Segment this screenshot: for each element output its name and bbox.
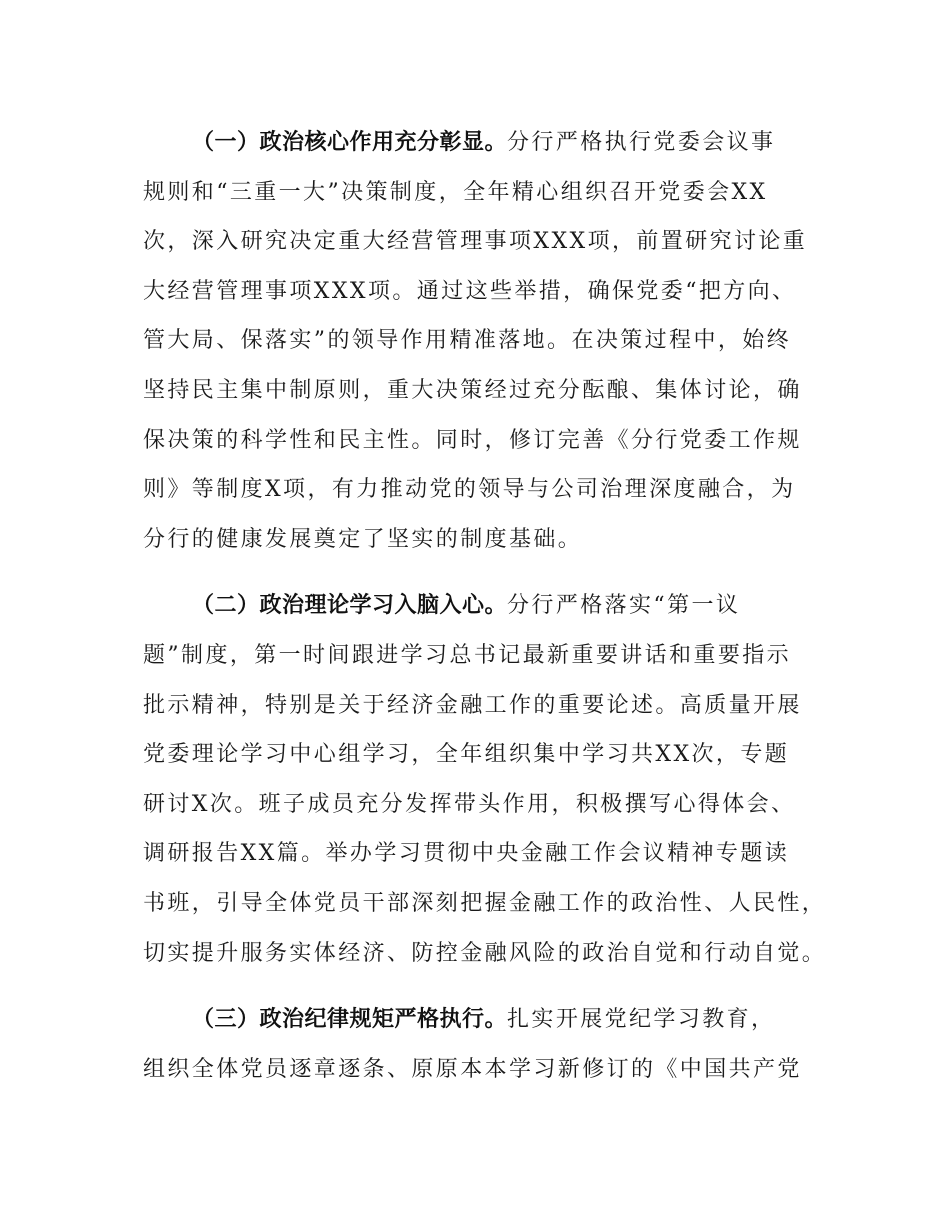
- paragraph-spacer: [143, 564, 823, 581]
- section-2-line-1: [143, 581, 823, 631]
- body-line: 则》等制度X项，有力推动党的领导与公司治理深度融合，为: [143, 477, 796, 503]
- body-line: 大经营管理事项XXX项。通过这些举措，确保党委“把方向、: [143, 278, 797, 304]
- section-1-line-1: [143, 118, 823, 168]
- section-3-heading: （三）政治纪律规矩严格执行。: [192, 1007, 508, 1033]
- section-1-heading: （一）政治核心作用充分彰显。: [192, 130, 508, 155]
- body-line: 书班，引导全体党员干部深刻把握金融工作的政治性、人民性，: [143, 890, 827, 916]
- body-line: 调研报告XX篇。举办学习贯彻中央金融工作会议精神专题读: [143, 841, 790, 867]
- section-1: [143, 118, 823, 564]
- body-line: 党委理论学习中心组学习，全年组织集中学习共XX次，专题: [143, 742, 790, 768]
- body-text: 分行严格落实“第一议: [507, 593, 741, 619]
- body-line: 分行的健康发展奠定了坚实的制度基础。: [143, 526, 583, 552]
- body-line: 保决策的科学性和民主性。同时，修订完善《分行党委工作规: [143, 427, 802, 453]
- document-page: [143, 118, 827, 1094]
- body-line: 研讨X次。班子成员充分发挥带头作用，积极撰写心得体会、: [143, 791, 796, 817]
- section-2: [143, 581, 827, 978]
- body-text: 分行严格执行党委会议事: [507, 130, 776, 155]
- body-line: 管大局、保落实”的领导作用精准落地。在决策过程中，始终: [143, 328, 792, 354]
- section-3-line-1: [143, 995, 823, 1045]
- section-3: [143, 995, 823, 1094]
- body-line: 次，深入研究决定重大经营管理事项XXX项，前置研究讨论重: [143, 229, 808, 255]
- body-line: 切实提升服务实体经济、防控金融风险的政治自觉和行动自觉。: [143, 940, 827, 966]
- body-line: 坚持民主集中制原则，重大决策经过充分酝酿、集体讨论，确: [143, 377, 802, 403]
- body-line: 批示精神，特别是关于经济金融工作的重要论述。高质量开展: [143, 692, 802, 718]
- section-2-heading: （二）政治理论学习入脑入心。: [192, 593, 508, 619]
- body-line: 规则和“三重一大”决策制度，全年精心组织召开党委会XX: [143, 179, 768, 205]
- body-text: 扎实开展党纪学习教育，: [507, 1007, 776, 1033]
- body-line: 题”制度，第一时间跟进学习总书记最新重要讲话和重要指示: [143, 642, 792, 668]
- paragraph-spacer: [143, 978, 823, 995]
- body-line: 组织全体党员逐章逐条、原原本本学习新修订的《中国共产党: [143, 1056, 802, 1082]
